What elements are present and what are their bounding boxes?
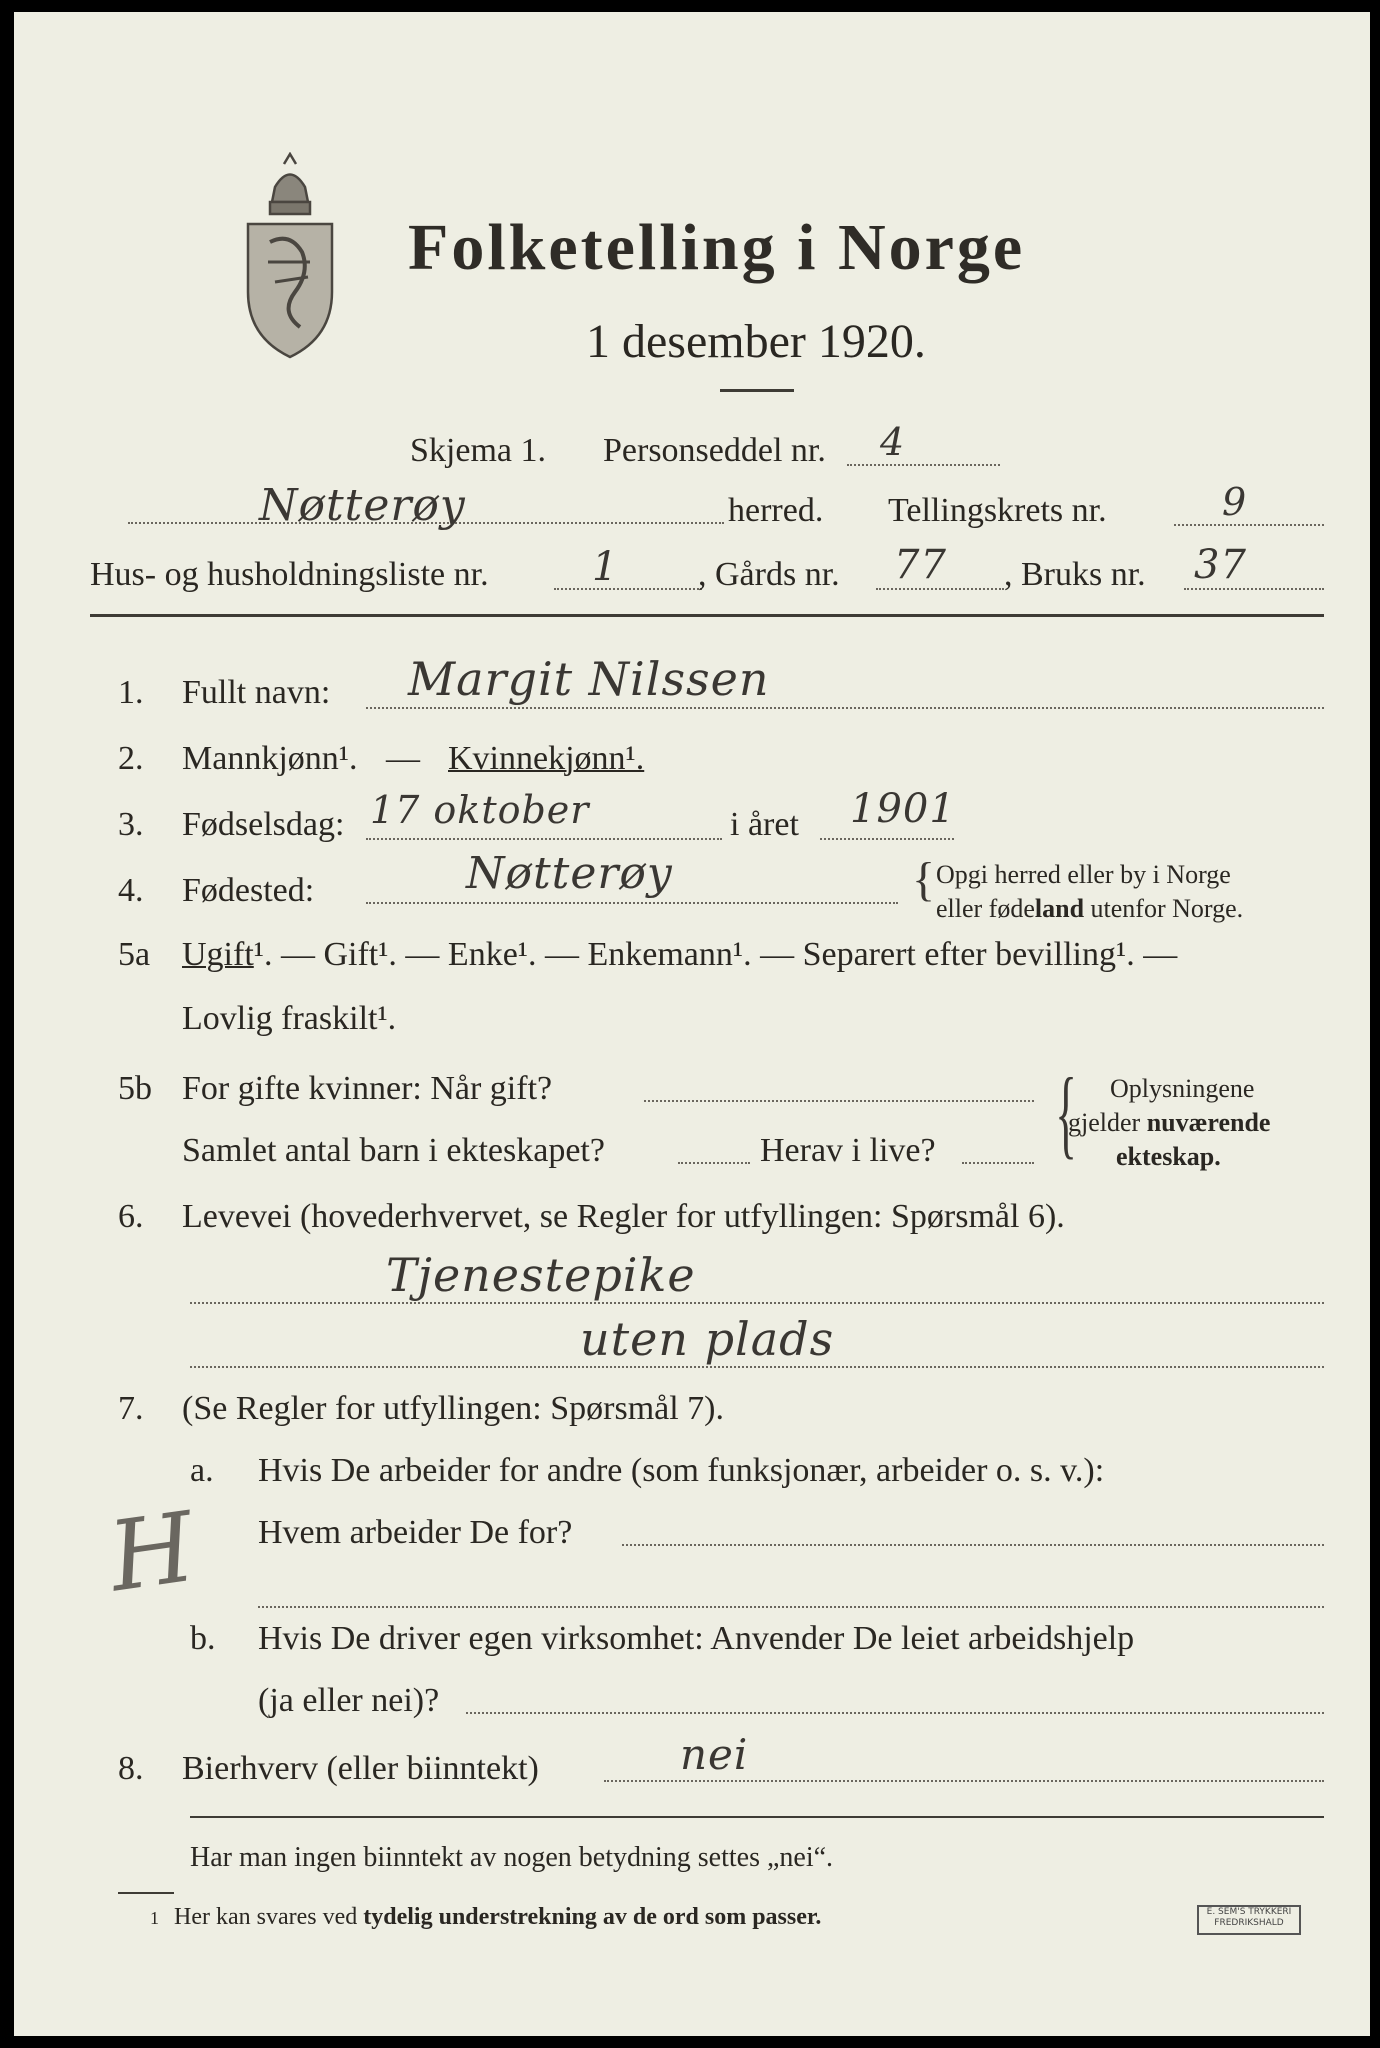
bottom-note: Har man ingen biinntekt av nogen betydning settes „nei“.	[190, 1842, 834, 1873]
q3-label: Fødselsdag:	[182, 806, 345, 843]
q1-full-name-value: Margit Nilssen	[408, 652, 770, 706]
q5b-children-label: Samlet antal barn i ekteskapet?	[182, 1132, 605, 1169]
q3-number: 3.	[118, 806, 144, 843]
gards-label: , Gårds nr.	[698, 556, 840, 593]
q1-line	[366, 707, 1324, 709]
q3-year-value: 1901	[850, 786, 956, 832]
personseddel-value: 4	[880, 420, 906, 464]
q8-value: nei	[680, 1730, 749, 1779]
herred-value: Nøtterøy	[259, 480, 466, 531]
q1-number: 1.	[118, 674, 144, 711]
q6-line1	[190, 1302, 1324, 1304]
q7-margin-mark: H	[102, 1490, 203, 1614]
q6-number: 6.	[118, 1198, 144, 1235]
husliste-label: Hus- og husholdningsliste nr.	[90, 556, 489, 593]
q6-occupation-value2: uten plads	[580, 1312, 835, 1366]
q6-occupation-value: Tjenestepike	[386, 1248, 696, 1302]
q7b-letter: b.	[190, 1620, 216, 1657]
q7b-answer-line	[466, 1712, 1324, 1714]
gards-value: 77	[894, 542, 947, 588]
bruks-label: , Bruks nr.	[1004, 556, 1146, 593]
q8-line	[604, 1780, 1324, 1782]
tellingskrets-line	[1174, 524, 1324, 526]
q5a-number: 5a	[118, 936, 151, 973]
q3-year-line	[820, 838, 954, 840]
q3-date-line	[366, 838, 722, 840]
q4-note-line1: Opgi herred eller by i Norge	[936, 860, 1231, 889]
personseddel-label: Personseddel nr.	[603, 432, 826, 469]
q4-line	[366, 902, 898, 904]
q2-kvinnekjonn-underlined: Kvinnekjønn¹.	[448, 740, 645, 777]
footnote-text: Her kan svares ved tydelig understrekning av de ord som passer.	[174, 1904, 822, 1930]
q6-label: Levevei (hovederhvervet, se Regler for utfyllingen: Spørsmål 6).	[182, 1198, 1065, 1235]
q8-number: 8.	[118, 1750, 144, 1787]
q4-birthplace-value: Nøtterøy	[466, 848, 673, 899]
q5b-note-brace: {	[1055, 1057, 1077, 1168]
q2-dash: —	[386, 740, 420, 777]
q7b-text: Hvis De driver egen virksomhet: Anvender De leiet arbeidshjelp	[258, 1620, 1135, 1657]
q5a-options: Ugift¹. — Gift¹. — Enke¹. — Enkemann¹. — Separert efter bevilling¹. —	[182, 936, 1178, 973]
q4-note-line2: eller fødeland utenfor Norge.	[936, 894, 1244, 923]
q4-label: Fødested:	[182, 872, 315, 909]
herred-label: herred.	[728, 492, 824, 529]
q5b-alive-line	[962, 1162, 1034, 1164]
husliste-value: 1	[592, 544, 619, 590]
q7-number: 7.	[118, 1390, 144, 1427]
q7a-text: Hvis De arbeider for andre (som funksjonær, arbeider o. s. v.):	[258, 1452, 1105, 1489]
q5a-ugift-underlined: Ugift	[182, 936, 254, 973]
q8-label: Bierhverv (eller biinntekt)	[182, 1750, 539, 1787]
q2-number: 2.	[118, 740, 144, 777]
q6-line2	[190, 1366, 1324, 1368]
q3-birthday-value: 17 oktober	[370, 788, 590, 832]
title-divider	[720, 389, 794, 392]
footnote-rule	[118, 1892, 174, 1894]
form-date: 1 desember 1920.	[586, 315, 926, 368]
q5b-alive-label: Herav i live?	[760, 1132, 936, 1169]
q7a-line2: Hvem arbeider De for?	[258, 1514, 573, 1551]
q4-note-brace: {	[912, 853, 936, 906]
form-title: Folketelling i Norge	[408, 211, 1026, 284]
bottom-rule	[190, 1816, 1324, 1818]
q7a-employer-line	[622, 1544, 1324, 1546]
q1-label: Fullt navn:	[182, 674, 331, 711]
gards-line	[876, 588, 1004, 590]
q7b-line2: (ja eller nei)?	[258, 1682, 440, 1719]
footnote-number: 1	[150, 1908, 159, 1928]
q5b-label: For gifte kvinner: Når gift?	[182, 1070, 553, 1107]
husliste-line	[554, 588, 702, 590]
header-rule	[90, 614, 1324, 617]
q7a-extra-line	[258, 1606, 1324, 1608]
norway-coat-of-arms-icon	[240, 152, 340, 362]
q5b-note-line2: gjelder nuværende	[1068, 1108, 1271, 1137]
tellingskrets-value: 9	[1222, 480, 1248, 524]
q7-label: (Se Regler for utfyllingen: Spørsmål 7).	[182, 1390, 725, 1427]
q5a-line2: Lovlig fraskilt¹.	[182, 1000, 397, 1037]
q3-year-label: i året	[730, 806, 799, 843]
q7a-letter: a.	[190, 1452, 214, 1489]
q5b-note-line1: Oplysningene	[1110, 1074, 1255, 1103]
printer-stamp: E. SEM'S TRYKKERI FREDRIKSHALD	[1197, 1905, 1301, 1935]
tellingskrets-label: Tellingskrets nr.	[888, 492, 1107, 529]
q5b-note-line3: ekteskap.	[1116, 1142, 1221, 1171]
bruks-line	[1184, 588, 1324, 590]
bruks-value: 37	[1194, 542, 1247, 588]
personseddel-line	[847, 464, 1000, 466]
q5b-married-line	[644, 1100, 1034, 1102]
skjema-label: Skjema 1.	[410, 432, 546, 469]
census-form-sheet	[14, 12, 1370, 2036]
q4-number: 4.	[118, 872, 144, 909]
q5b-children-line	[678, 1162, 750, 1164]
q2-mannkjonn: Mannkjønn¹.	[182, 740, 358, 777]
q5b-number: 5b	[118, 1070, 152, 1107]
